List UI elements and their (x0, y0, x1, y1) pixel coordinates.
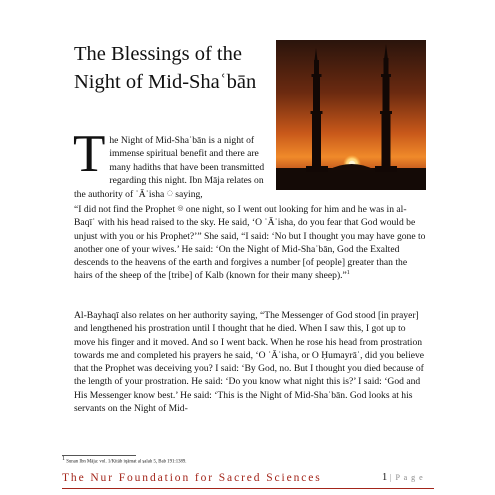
footnote-ref: 1 (346, 270, 350, 277)
footnote-rule (62, 455, 136, 456)
hadith-paragraph-2 (74, 309, 426, 415)
hadith-paragraph-1 (74, 202, 426, 283)
page-label: | P a g e (389, 473, 424, 482)
footnote-number: 1 (62, 456, 65, 462)
para1-text-a: “I did not find the Prophet (74, 204, 175, 215)
footer-organization: The Nur Foundation for Sacred Sciences (62, 472, 322, 484)
title-line-2: Night of Mid-Shaʿbān (74, 71, 257, 93)
page-title (74, 40, 274, 96)
para1-text-b: one night, so I went out looking for him and he was in al-Baqīʿ with his head raised to the sky. He said, ‘O ʿĀʾisha, do you fear that God would be unjust with you or his Prophet?’” She said, “I said: ‘No but I thought you may have gone to another one of your wives.’ He said: ‘On the Night of Mid-Shaʿbān, God the Exalted descends to the heavens of the earth and forgives a number [of people] greater than the hairs of the sheep of the [tribe] of Kalb (known for their many sheep).” (74, 204, 426, 282)
footnote (62, 456, 187, 465)
para2-text: Al-Bayhaqī also relates on her authority saying, “The Messenger of God stood [in prayer] and lengthened his prostration until I thought that he died. When I saw this, I got up to move his finger and it moved. And so I went back. When he rose his head from prostration towards me and completed his prayers he said, ‘O ʿĀʾisha, or O Ḥumayrāʾ, did you believe that the Prophet was deceiving you? I said: ‘By God, no. But I thought you died because of the length of your prostration. He said: ‘Do you know what night this is?’ I said: ‘God and His Messenger know best.’ He said: ‘This is the Night of Mid-Shaʿbān. God looks at his servants on the Night of Mid- (74, 310, 425, 415)
minaret-sunset-photo (276, 40, 426, 190)
intro-text: he Night of Mid-Shaʿbān is a night of immense spiritual benefit and there are many hadiths that have been transmitted regarding this night. Ibn Māja relates on the authority of ʿĀʾisha (74, 135, 265, 201)
intro-text-end: saying, (175, 189, 203, 201)
page-number: 1 (382, 472, 388, 483)
footnote-text: Sunan Ibn Māja: vol. 1/Kitāb iqāmat al ṣalah 5, Bab 191:1389. (66, 459, 187, 465)
honorific-icon: ◌ (166, 189, 173, 198)
drop-cap: T (73, 125, 106, 183)
footer-rule (62, 488, 434, 489)
footer-page-number (382, 472, 424, 483)
intro-paragraph (73, 125, 272, 201)
title-line-1: The Blessings of the (74, 43, 242, 65)
salawat-icon: ◎ (177, 204, 184, 212)
